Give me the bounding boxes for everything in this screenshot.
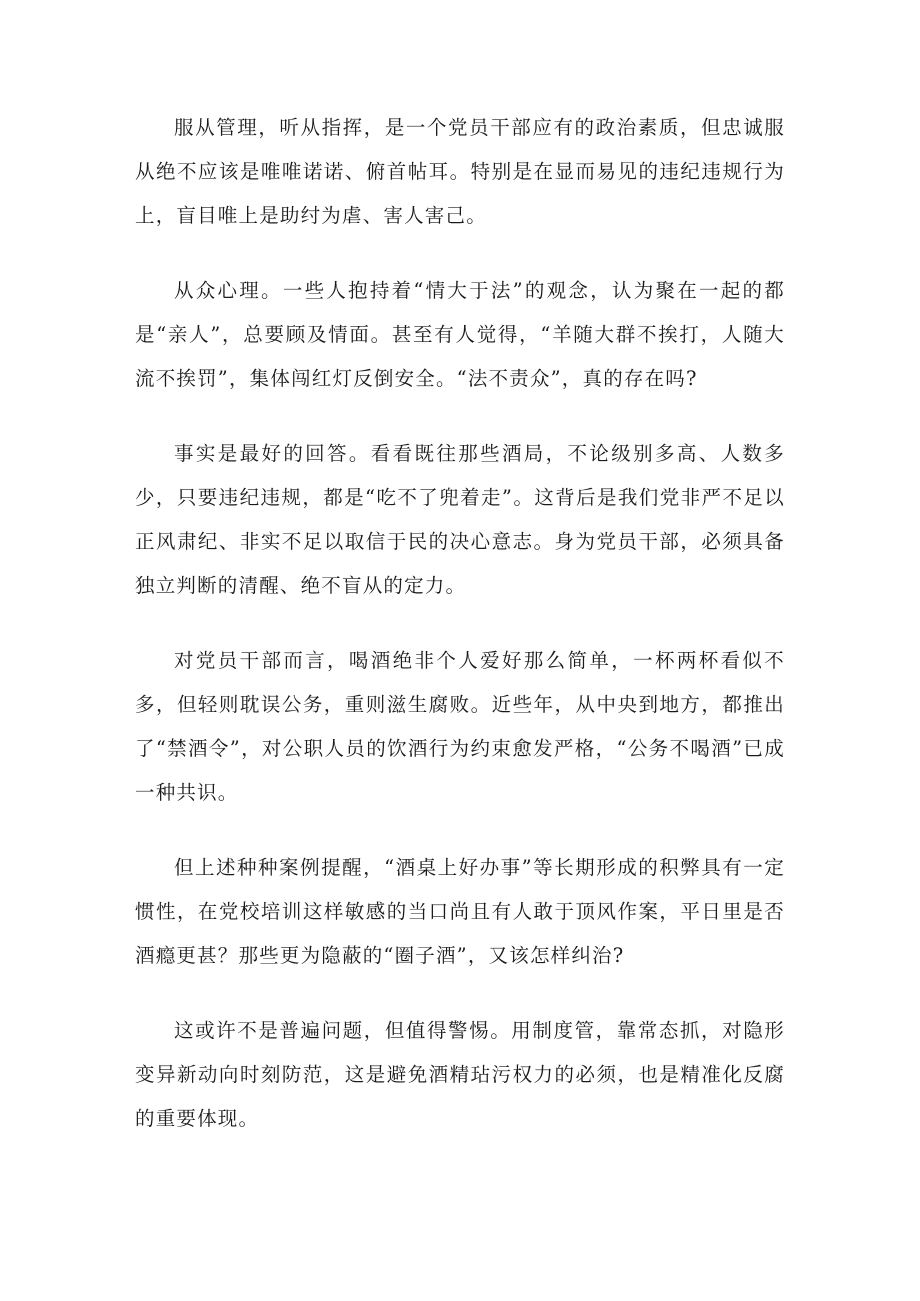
- article-body: [135, 106, 785, 1172]
- paragraph-4: 对党员干部而言，喝酒绝非个人爱好那么简单，一杯两杯看似不多，但轻则耽误公务，重则滋生腐败。近些年，从中央到地方，都推出了“禁酒令”，对公职人员的饮酒行为约束愈发严格，“公务不喝酒”已成一种共识。: [135, 649, 785, 804]
- paragraph-5: 但上述种种案例提醒，“酒桌上好办事”等长期形成的积弊具有一定惯性，在党校培训这样敏感的当口尚且有人敢于顶风作案，平日里是否酒瘾更甚？那些更为隐蔽的“圈子酒”，又该怎样纠治?: [135, 856, 785, 967]
- paragraph-1: 服从管理，听从指挥，是一个党员干部应有的政治素质，但忠诚服从绝不应该是唯唯诺诺、俯首帖耳。特别是在显而易见的违纪违规行为上，盲目唯上是助纣为虐、害人害己。: [135, 116, 785, 227]
- paragraph-2: 从众心理。一些人抱持着“情大于法”的观念，认为聚在一起的都是“亲人”，总要顾及情面。甚至有人觉得，“羊随大群不挨打，人随大流不挨罚”，集体闯红灯反倒安全。“法不责众”，真的存在吗?: [135, 279, 785, 390]
- paragraph-3: 事实是最好的回答。看看既往那些酒局，不论级别多高、人数多少，只要违纪违规，都是“吃不了兜着走”。这背后是我们党非严不足以正风肃纪、非实不足以取信于民的决心意志。身为党员干部，必须具备独立判断的清醒、绝不盲从的定力。: [135, 442, 785, 597]
- paragraph-6: 这或许不是普遍问题，但值得警惕。用制度管，靠常态抓，对隐形变异新动向时刻防范，这是避免酒精玷污权力的必须，也是精准化反腐的重要体现。: [135, 1019, 785, 1130]
